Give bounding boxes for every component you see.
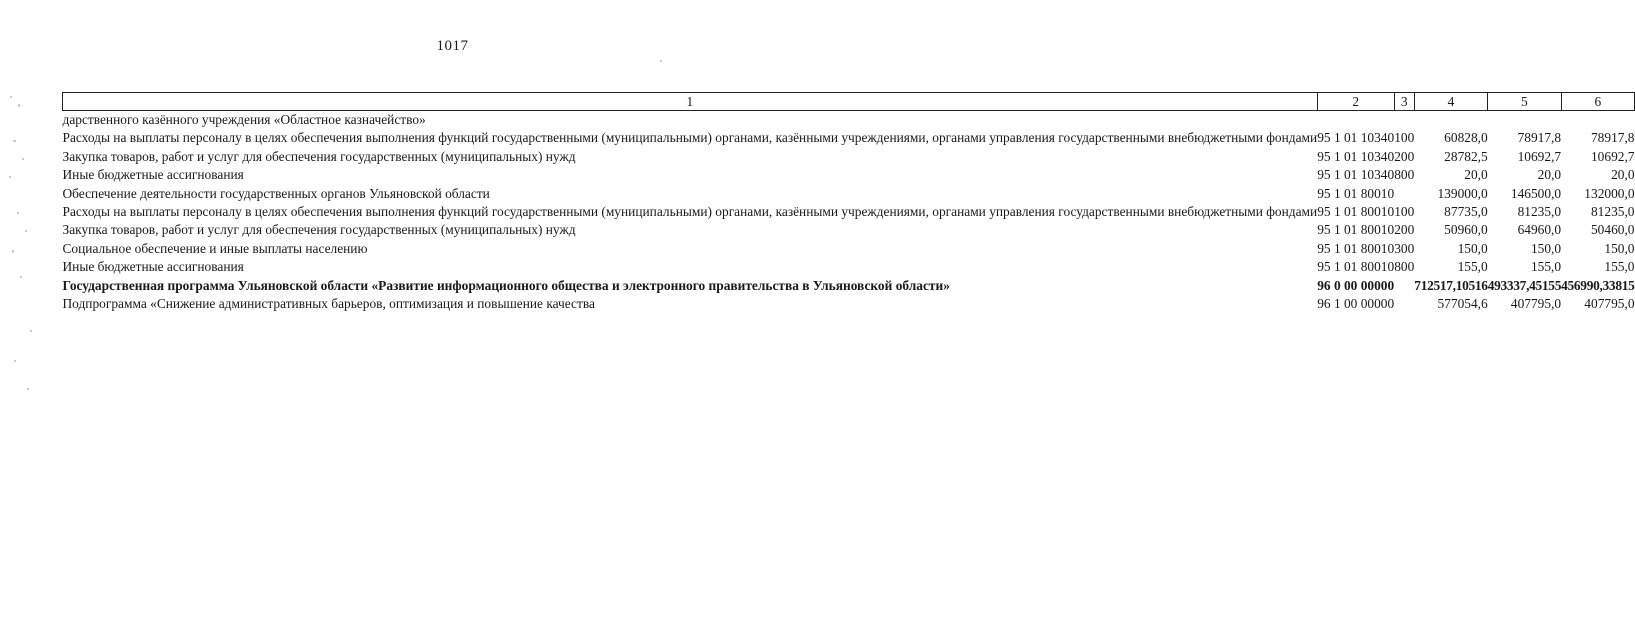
table-row (63, 240, 1635, 258)
row-value-col6: 10692,7 (1590, 148, 1635, 164)
row-kind: 800 (1394, 259, 1415, 275)
row-value-col5: 493337,45155 (1487, 277, 1562, 293)
row-value-col6: 50460,0 (1590, 222, 1635, 238)
row-value-col6: 20,0 (1611, 167, 1635, 183)
row-kind (1394, 185, 1414, 203)
row-name: Расходы на выплаты персоналу в целях обеспечения выполнения функций государственными (муниципальными) органами, казёнными учреждениями, органами управления государственными внебюджетными фондами (62, 130, 1318, 146)
page-number: 1017 (436, 38, 469, 54)
row-value-col5: 155,0 (1530, 259, 1562, 275)
header-col-3: 3 (1394, 93, 1414, 111)
row-value-col6: 150,0 (1604, 240, 1635, 256)
table-row-program (63, 277, 1635, 295)
row-value-col4: 712517,10516 (1414, 277, 1488, 293)
row-code: 95 1 01 80010 (1317, 185, 1395, 201)
row-value-col4: 60828,0 (1444, 130, 1488, 146)
row-value-col4: 577054,6 (1437, 296, 1488, 312)
row-name: Закупка товаров, работ и услуг для обеспечения государственных (муниципальных) нужд (62, 148, 576, 164)
row-code: 95 1 01 80010 (1317, 259, 1395, 275)
table-row (63, 203, 1635, 221)
row-value-col4: 28782,5 (1444, 148, 1488, 164)
row-value-col6 (1561, 111, 1634, 130)
row-kind: 200 (1394, 222, 1415, 238)
row-name: дарственного казённого учреждения «Областное казначейство» (62, 112, 426, 127)
row-value-col4: 50960,0 (1444, 222, 1488, 238)
row-value-col6: 132000,0 (1584, 185, 1635, 201)
row-value-col6: 407795,0 (1584, 296, 1635, 312)
row-value-col6: 456990,33815 (1561, 277, 1635, 293)
row-value-col4: 150,0 (1457, 240, 1488, 256)
table-row (63, 148, 1635, 166)
row-kind (1394, 277, 1414, 295)
row-kind (1394, 111, 1414, 130)
row-code: 95 1 01 10340 (1317, 167, 1395, 183)
row-value-col4: 87735,0 (1444, 204, 1488, 220)
table-row (63, 166, 1635, 184)
budget-table (62, 92, 1635, 313)
header-col-5: 5 (1488, 93, 1561, 111)
table-row (63, 258, 1635, 276)
row-code: 95 1 01 10340 (1317, 130, 1395, 146)
header-col-2: 2 (1317, 93, 1394, 111)
row-value-col5: 150,0 (1530, 240, 1562, 256)
row-code: 95 1 01 80010 (1317, 204, 1395, 220)
row-value-col6: 81235,0 (1590, 204, 1635, 220)
row-code: 95 1 01 80010 (1317, 222, 1395, 238)
row-code (1317, 111, 1394, 130)
row-kind: 300 (1394, 240, 1415, 256)
header-col-1: 1 (63, 93, 1318, 111)
row-code: 95 1 01 10340 (1317, 148, 1395, 164)
row-name: Подпрограмма «Снижение административных барьеров, оптимизация и повышение качества (62, 296, 595, 312)
row-code: 95 1 01 80010 (1317, 240, 1395, 256)
row-code: 96 0 00 00000 (1317, 277, 1395, 293)
row-value-col6: 155,0 (1604, 259, 1635, 275)
row-name: Иные бюджетные ассигнования (62, 167, 244, 183)
header-row (63, 93, 1635, 111)
row-value-col5: 78917,8 (1517, 130, 1562, 146)
row-value-col4: 139000,0 (1437, 185, 1488, 201)
row-name: Обеспечение деятельности государственных органов Ульяновской области (62, 185, 490, 201)
table-row (63, 295, 1635, 313)
row-kind: 100 (1394, 130, 1415, 146)
row-name: Закупка товаров, работ и услуг для обеспечения государственных (муниципальных) нужд (62, 222, 576, 238)
header-col-4: 4 (1414, 93, 1487, 111)
row-value-col4 (1414, 111, 1487, 130)
row-code: 96 1 00 00000 (1317, 296, 1395, 312)
table-row (63, 221, 1635, 239)
table-row (63, 129, 1635, 147)
table-row (63, 185, 1635, 203)
row-value-col6: 78917,8 (1590, 130, 1635, 146)
row-name: Социальное обеспечение и иные выплаты населению (62, 240, 368, 256)
row-value-col5: 146500,0 (1510, 185, 1562, 201)
row-value-col5: 64960,0 (1517, 222, 1562, 238)
table-row (63, 111, 1635, 130)
row-name: Расходы на выплаты персоналу в целях обеспечения выполнения функций государственными (муниципальными) органами, казёнными учреждениями, органами управления государственными внебюджетными фондами (62, 204, 1318, 220)
header-col-6: 6 (1561, 93, 1634, 111)
row-name: Иные бюджетные ассигнования (62, 259, 244, 275)
row-value-col4: 155,0 (1457, 259, 1488, 275)
row-value-col5: 81235,0 (1517, 204, 1562, 220)
row-value-col5 (1488, 111, 1561, 130)
row-value-col4: 20,0 (1464, 167, 1488, 183)
row-kind: 200 (1394, 148, 1415, 164)
row-kind (1394, 295, 1414, 313)
row-kind: 800 (1394, 167, 1415, 183)
row-name: Государственная программа Ульяновской области «Развитие информационного общества и электронного правительства в Ульяновской области» (62, 277, 950, 293)
row-kind: 100 (1394, 204, 1415, 220)
row-value-col5: 20,0 (1537, 167, 1562, 183)
row-value-col5: 407795,0 (1510, 296, 1562, 312)
row-value-col5: 10692,7 (1517, 148, 1562, 164)
